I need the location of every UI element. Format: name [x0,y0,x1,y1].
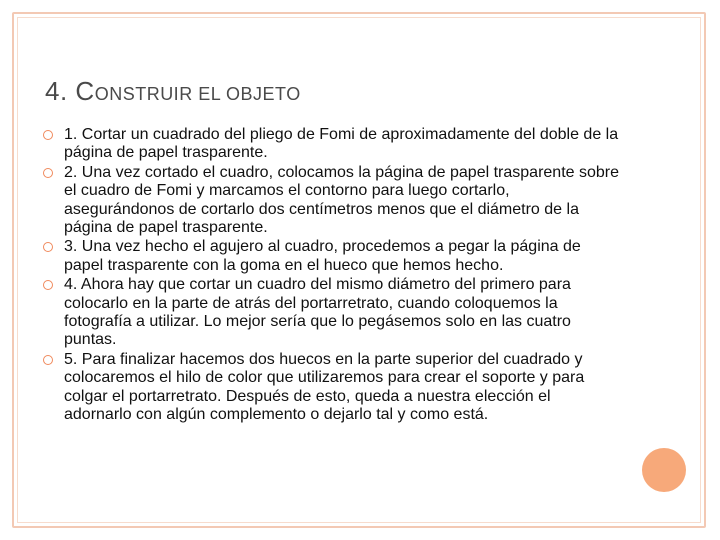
bullet-item-5 [42,351,622,425]
hollow-circle-bullet-icon [43,355,53,365]
slide-title [45,76,301,107]
hollow-circle-bullet-icon [43,242,53,252]
bullet-item-2 [42,164,622,238]
filled-circle-icon [642,448,686,492]
bullet-item-1 [42,126,622,163]
bullet-text-3: 3. Una vez hecho el agujero al cuadro, procedemos a pegar la página de papel trasparente con la goma en el hueco que hemos hecho. [64,238,581,274]
slide-title-first: 4. C [45,76,95,106]
bullet-text-2: 2. Una vez cortado el cuadro, colocamos la página de papel trasparente sobre el cuadro de Fomi y marcamos el contorno para luego cortarlo, asegurándonos de cortarlo dos centímetros menos que el diámetro de la página de papel trasparente. [64,163,620,237]
bullet-item-4 [42,276,622,350]
hollow-circle-bullet-icon [43,280,53,290]
bullet-text-1: 1. Cortar un cuadrado del pliego de Fomi de aproximadamente del doble de la página de papel trasparente. [64,126,619,162]
slide-title-rest: ONSTRUIR EL OBJETO [94,84,301,104]
hollow-circle-bullet-icon [43,168,53,178]
bullet-text-4: 4. Ahora hay que cortar un cuadro del mismo diámetro del primero para colocarlo en la parte de atrás del portarretrato, cuando coloquemos la fotografía a utilizar. Lo mejor sería que lo pegásemos solo en las cuatro puntas. [64,276,571,349]
bullet-list [42,126,622,426]
bullet-item-3 [42,238,622,275]
bullet-text-5: 5. Para finalizar hacemos dos huecos en la parte superior del cuadrado y colocaremos el hilo de color que utilizaremos para crear el soporte y para colgar el portarretrato. Después de esto, queda a nuestra elección el adornarlo con algún complemento o dejarlo tal y como está. [64,350,585,424]
hollow-circle-bullet-icon [43,130,53,140]
